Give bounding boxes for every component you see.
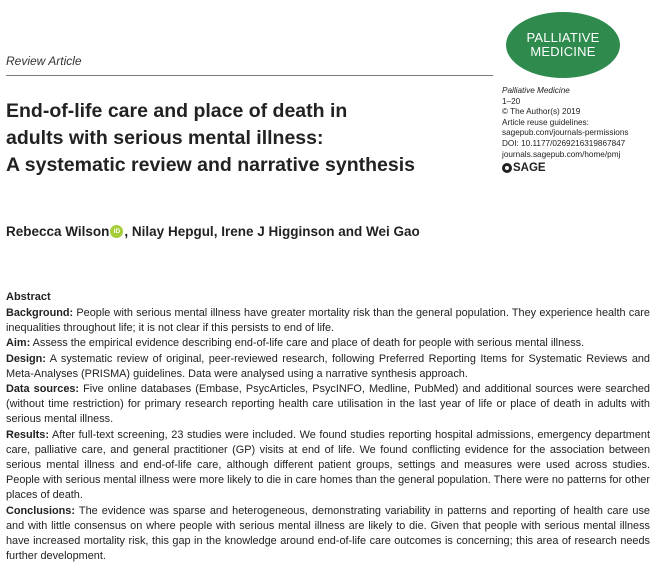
section-text: Five online databases (Embase, PsycArticles, PsycINFO, Medline, PubMed) and additional sources were searched (without time restriction) for primary research reporting health care utilisation in the last year of life or place of death in adults with serious mental illness. bbox=[6, 383, 650, 426]
article-title bbox=[6, 98, 486, 179]
section-label: Background: bbox=[6, 307, 74, 319]
author-first: Rebecca Wilson bbox=[6, 224, 110, 239]
publisher-name: SAGE bbox=[513, 162, 546, 175]
sage-icon bbox=[502, 163, 512, 173]
doi[interactable]: DOI: 10.1177/0269216319867847 bbox=[502, 138, 626, 148]
journal-name: Palliative Medicine bbox=[502, 86, 570, 95]
section-text: A systematic review of original, peer-reviewed research, following Preferred Reporting Items for Systematic Reviews and Meta-Analyses (PRISMA) guidelines. Data were analysed using a narrative synthesis approach. bbox=[6, 352, 650, 380]
title-line: End-of-life care and place of death in bbox=[6, 100, 348, 122]
section-label: Aim: bbox=[6, 337, 31, 350]
section-text: After full-text screening, 23 studies were included. We found studies reporting hospital admissions, emergency department care, palliative care, and general practitioner (GP) visits at end of life. We found conflicting evidence for the association between serious mental illness and end-of-life care, although different patient groups, settings and measures were used across studies. People with serious mental illness were more likely to die in care homes than the general population. There were no patterns for other places of death. bbox=[6, 428, 650, 502]
journal-homepage-link[interactable]: journals.sagepub.com/home/pmj bbox=[502, 149, 621, 159]
publisher-logo bbox=[502, 161, 662, 175]
title-line: adults with serious mental illness: bbox=[6, 127, 324, 149]
abstract-data-sources bbox=[6, 382, 650, 428]
reuse-label: Article reuse guidelines: bbox=[502, 117, 589, 127]
page-range: 1–20 bbox=[502, 96, 521, 106]
abstract-aim bbox=[6, 336, 650, 351]
abstract-design bbox=[6, 352, 650, 382]
section-text: The evidence was sparse and heterogeneous, demonstrating variability in patterns and reporting of health care use and with little consensus on where people with serious mental illness are likely to die. Given that people with serious mental illness have increased mortality risk, this gap in the knowledge around end-of-life care outcomes is concerning; this area of research needs further development. bbox=[6, 504, 650, 563]
section-text: Assess the empirical evidence describing end-of-life care and place of death for people with serious mental illness. bbox=[30, 337, 585, 350]
section-label: Data sources: bbox=[6, 383, 80, 396]
article-metadata bbox=[502, 86, 662, 175]
section-label: Conclusions: bbox=[6, 504, 75, 517]
journal-logo bbox=[506, 12, 620, 78]
journal-logo-line2: MEDICINE bbox=[530, 44, 596, 59]
abstract bbox=[6, 290, 650, 564]
title-line: A systematic review and narrative synthesis bbox=[6, 154, 415, 176]
author-rest: , Nilay Hepgul, Irene J Higginson and Wei Gao bbox=[124, 224, 420, 239]
copyright: © The Author(s) 2019 bbox=[502, 107, 581, 117]
journal-logo-line1: PALLIATIVE bbox=[526, 30, 600, 45]
orcid-icon[interactable]: iD bbox=[110, 225, 123, 238]
author-list bbox=[6, 224, 420, 239]
abstract-conclusions bbox=[6, 504, 650, 565]
reuse-link[interactable]: sagepub.com/journals-permissions bbox=[502, 128, 629, 138]
section-label: Design: bbox=[6, 352, 46, 365]
article-type: Review Article bbox=[6, 54, 82, 68]
header-divider bbox=[6, 75, 493, 76]
abstract-results bbox=[6, 428, 650, 504]
abstract-heading: Abstract bbox=[6, 291, 51, 303]
abstract-background bbox=[6, 306, 650, 336]
section-label: Results: bbox=[6, 428, 49, 441]
section-text: People with serious mental illness have greater mortality risk than the general population. They experience health care inequalities throughout life; it is not clear if this persists to end of life. bbox=[6, 307, 650, 335]
